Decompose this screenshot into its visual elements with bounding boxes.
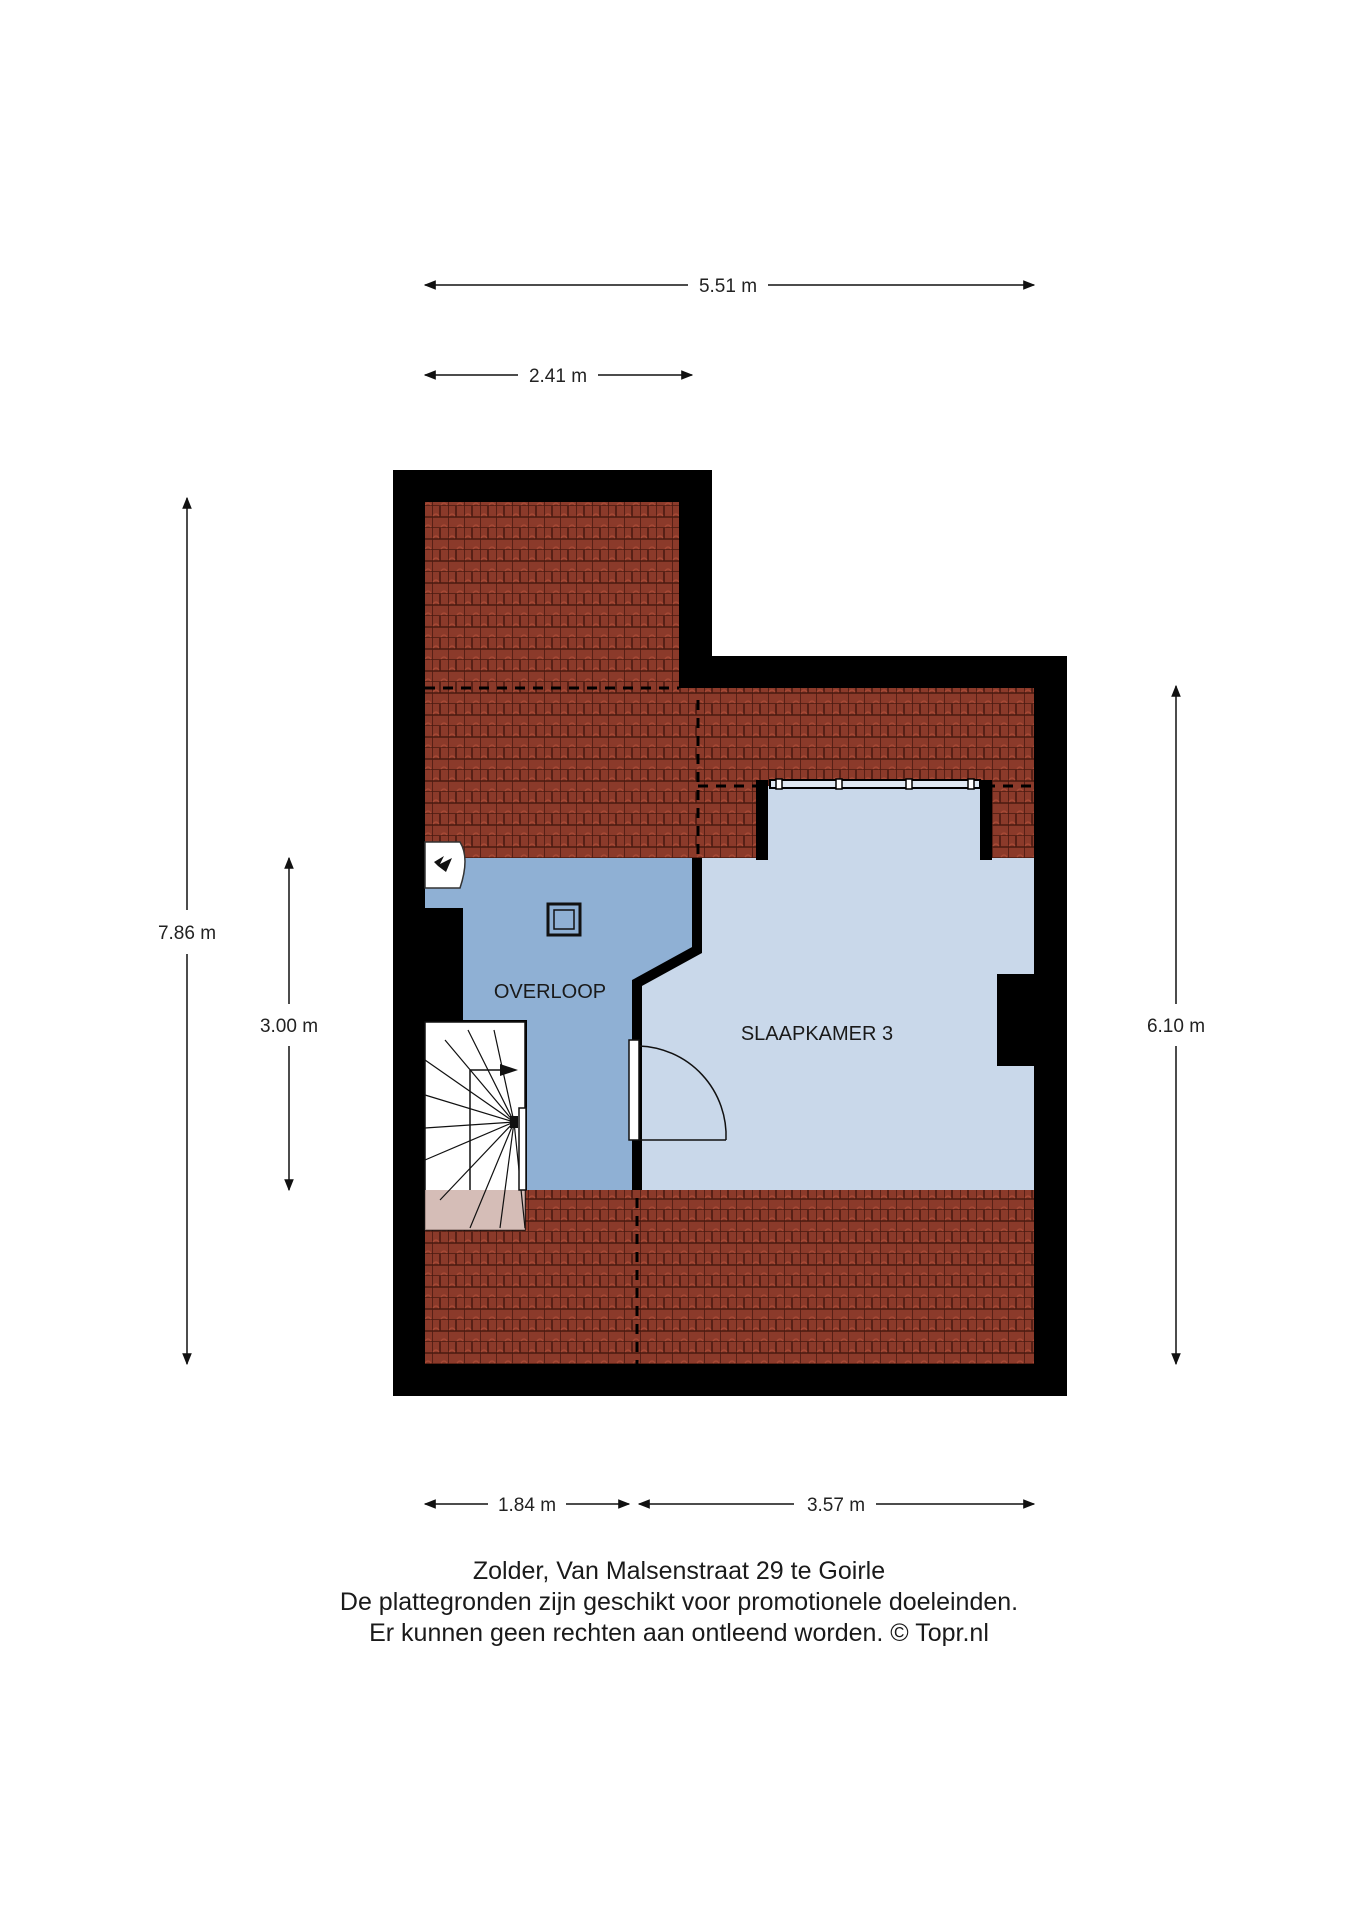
dormer-wall-right [980, 780, 992, 860]
room-label-overloop: OVERLOOP [493, 981, 607, 1003]
caption [0, 1556, 1358, 1649]
dimension-bottom-left: 1.84 m [497, 1495, 557, 1516]
dimension-top-total: 5.51 m [698, 276, 758, 297]
dimension-left-total: 7.86 m [157, 923, 217, 944]
caption-title: Zolder, Van Malsenstraat 29 te Goirle [472, 1557, 886, 1585]
room-label-slaapkamer: SLAAPKAMER 3 [740, 1023, 894, 1045]
dormer-wall-left [756, 780, 768, 860]
dimension-left-inner: 3.00 m [259, 1016, 319, 1037]
chimney-left [425, 908, 463, 1020]
chimney-right [997, 974, 1037, 1066]
dormer-window [770, 780, 980, 788]
dimension-top-partial: 2.41 m [528, 366, 588, 387]
dimension-right-total: 6.10 m [1146, 1016, 1206, 1037]
roof-top-left [425, 502, 679, 690]
boiler-icon [425, 842, 465, 888]
caption-disclaimer-1: De plattegronden zijn geschikt voor promotionele doeleinden. [339, 1588, 1019, 1616]
caption-disclaimer-2: Er kunnen geen rechten aan ontleend worden. © Topr.nl [369, 1619, 989, 1647]
dimension-bottom-right: 3.57 m [806, 1495, 866, 1516]
staircase [425, 1022, 526, 1230]
